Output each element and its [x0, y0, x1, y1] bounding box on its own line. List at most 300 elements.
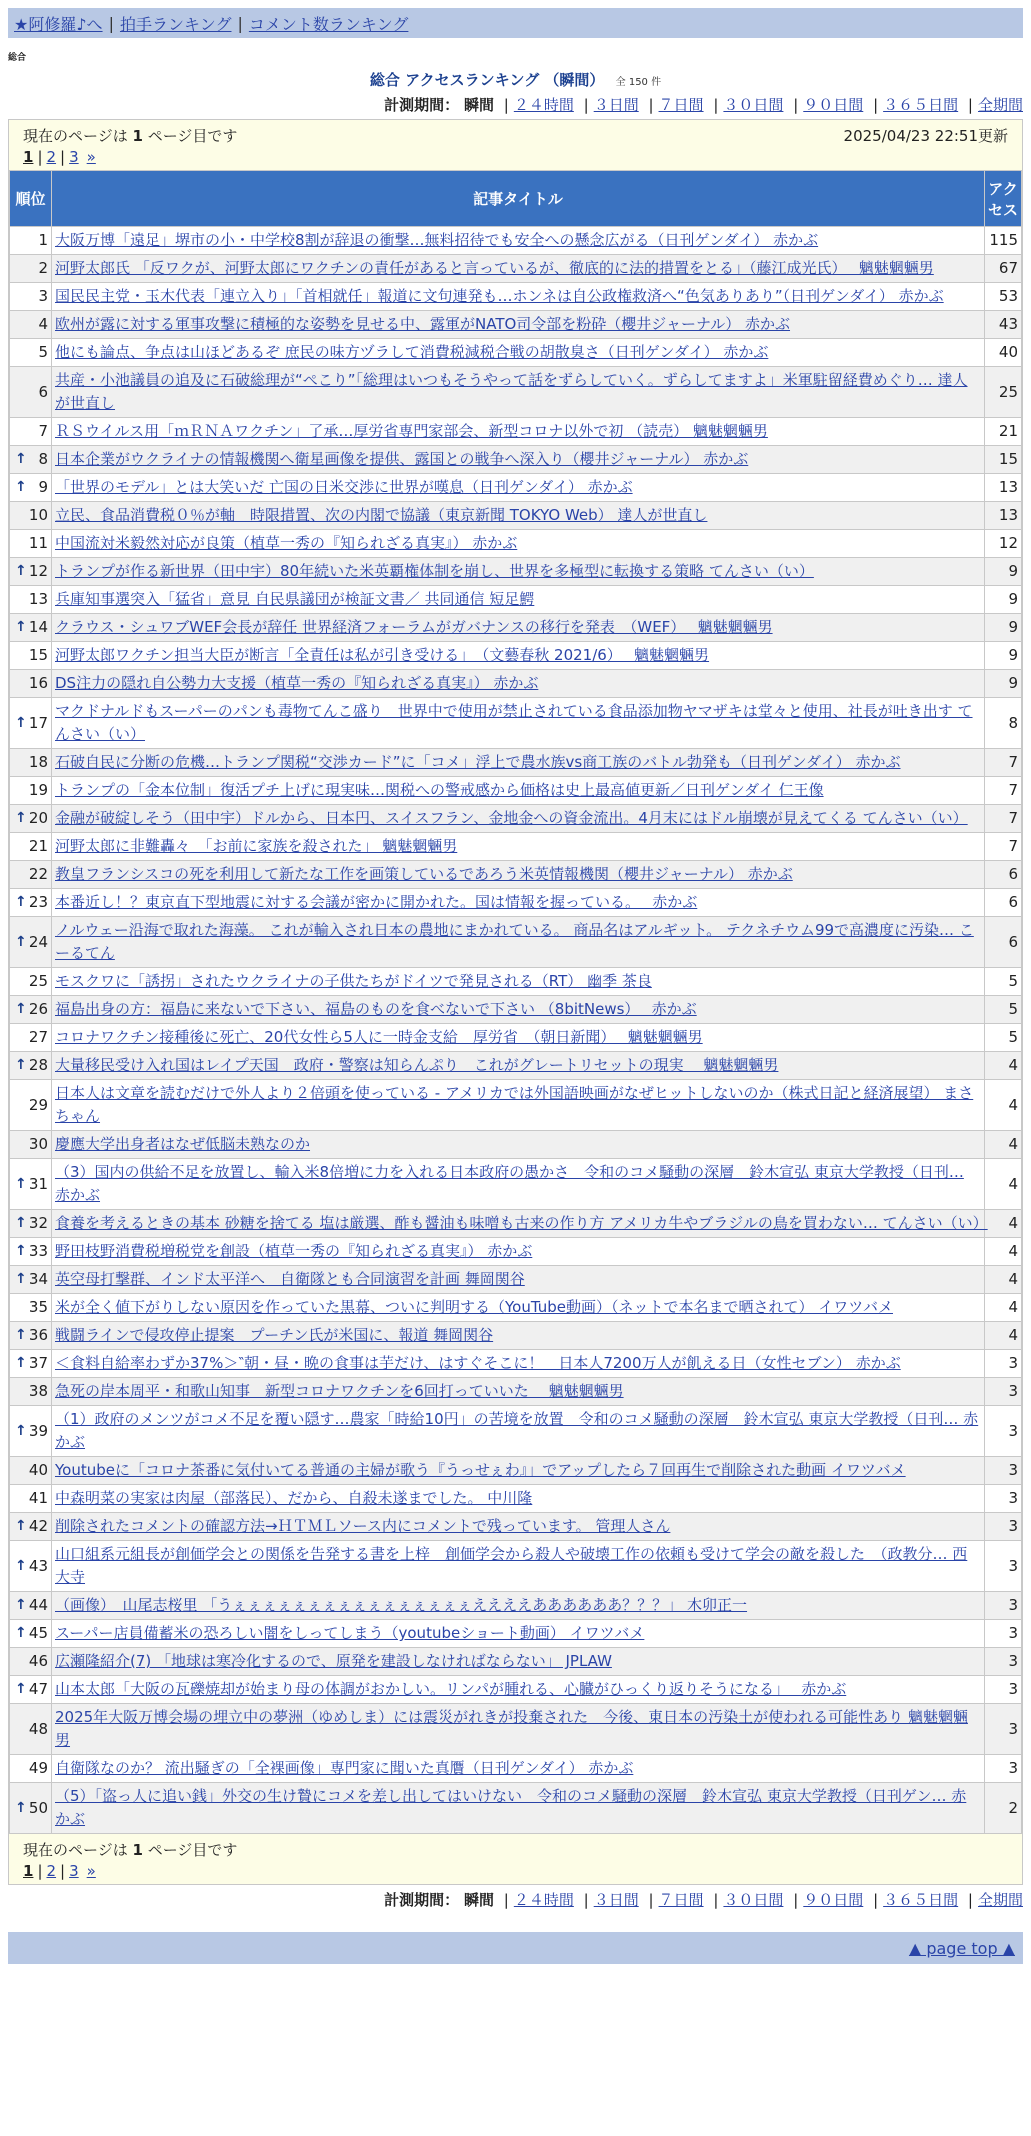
rank-cell [10, 1676, 52, 1704]
home-link[interactable]: ★阿修羅♪へ [14, 14, 103, 34]
title-cell [52, 1648, 985, 1676]
rank-cell [10, 474, 52, 502]
article-link[interactable]: 大量移民受け入れ国はレイプ天国 政府・警察は知らんぷり これがグレートリセットの現実 魑魅魍魎男 [55, 1056, 779, 1074]
up-arrow-icon: ↑ [15, 1243, 27, 1259]
table-row [10, 339, 1022, 367]
rank-number: 33 [28, 1242, 48, 1260]
page [0, 8, 1031, 1964]
rank-cell [10, 446, 52, 474]
article-link[interactable]: 河野太郎ワクチン担当大臣が断言「全責任は私が引き受ける」 （文藝春秋 2021/6） 魑魅魍魎男 [55, 646, 710, 664]
period-label: 計測期間： [384, 1891, 460, 1909]
article-link[interactable]: 戦闘ラインで侵攻停止提案 プーチン氏が米国に、報道 舞岡関谷 [55, 1326, 494, 1344]
table-row [10, 474, 1022, 502]
access-count: 9 [985, 670, 1022, 698]
rank-cell [10, 1755, 52, 1783]
article-link[interactable]: ノルウェー沿海で取れた海藻。 これが輸入され日本の農地にまかれている。 商品名はアルギット。 テクネチウム99で高濃度に汚染… こーるてん [55, 921, 974, 962]
rank-cell [10, 418, 52, 446]
rank-cell [10, 1485, 52, 1513]
table-row [10, 1052, 1022, 1080]
title-cell [52, 1294, 985, 1322]
rank-number: 5 [38, 343, 48, 361]
table-row [10, 1238, 1022, 1266]
table-row [10, 1648, 1022, 1676]
table-row [10, 530, 1022, 558]
up-arrow-icon: ↑ [15, 1557, 27, 1574]
table-row [10, 1159, 1022, 1210]
up-arrow-icon: ↑ [15, 1175, 27, 1192]
article-link[interactable]: 中国流対米毅然対応が良策（植草一秀の『知られざる真実』） 赤かぶ [55, 534, 518, 552]
article-link[interactable]: 2025年大阪万博会場の埋立中の夢洲（ゆめしま）には震災がれきが投棄された 今後、東日本の汚染土が使われる可能性あり 魑魅魍魎男 [55, 1708, 968, 1749]
article-link[interactable]: ＜食料自給率わずか37%＞‶朝・昼・晩の食事は芋だけ、はすぐそこに！ 日本人7200万人が飢える日（女性セブン） 赤かぶ [55, 1354, 901, 1372]
access-count: 3 [985, 1541, 1022, 1592]
nav-separator: | [237, 13, 243, 33]
period-3d[interactable]: ３日間 [593, 96, 639, 114]
rank-number: 31 [28, 1174, 48, 1193]
period-selector-top: 計測期間： 瞬間 | ２４時間 | ３日間 | ７日間 | ３０日間 | ９０日間 | ３６５日間 | 全期間 [384, 96, 1023, 114]
rank-number: 47 [28, 1680, 48, 1698]
rank-cell [10, 917, 52, 968]
page-status: 現在のページは 1 ページ目です [23, 1840, 238, 1859]
title-cell [52, 502, 985, 530]
title-cell [52, 1704, 985, 1755]
rank-number: 41 [28, 1489, 48, 1507]
rank-cell [10, 255, 52, 283]
title-cell [52, 1755, 985, 1783]
table-row [10, 1783, 1022, 1834]
title-cell [52, 861, 985, 889]
article-link[interactable]: 欧州が露に対する軍事攻撃に積極的な姿勢を見せる中、露軍がNATO司令部を粉砕（櫻井ジャーナル） 赤かぶ [55, 315, 791, 333]
title-cell [52, 530, 985, 558]
access-count: 6 [985, 889, 1022, 917]
comment-ranking-link[interactable]: コメント数ランキング [248, 14, 409, 34]
rank-cell [10, 996, 52, 1024]
access-count: 4 [985, 1210, 1022, 1238]
period-3d[interactable]: ３日間 [593, 1891, 639, 1909]
access-count: 3 [985, 1676, 1022, 1704]
rank-number: 48 [28, 1719, 48, 1738]
rank-cell [10, 861, 52, 889]
table-row [10, 917, 1022, 968]
article-link[interactable]: 福島出身の方：福島に来ないで下さい、福島のものを食べないで下さい （8bitNews） 赤かぶ [55, 1000, 697, 1018]
rank-number: 17 [28, 713, 48, 732]
article-link[interactable]: 金融が破綻しそう（田中宇）ドルから、日本円、スイスフラン、金地金への資金流出。4月末にはドル崩壊が見えてくる てんさい（い） [55, 809, 968, 827]
access-count: 7 [985, 833, 1022, 861]
title-cell [52, 1485, 985, 1513]
rank-cell [10, 283, 52, 311]
title-cell [52, 1513, 985, 1541]
page-status-row-bottom [23, 1838, 1008, 1860]
rank-number: 44 [28, 1596, 48, 1614]
period-24h[interactable]: ２４時間 [513, 96, 574, 114]
rank-cell [10, 558, 52, 586]
title-cell [52, 339, 985, 367]
article-link[interactable]: 河野太郎氏 「反ワクが、河野太郎にワクチンの責任があると言っているが、徹底的に法的措置をとる」（藤江成光氏） 魑魅魍魎男 [55, 259, 934, 277]
table-header-row [10, 171, 1022, 227]
article-link[interactable]: 慶應大学出身者はなぜ低脳未熟なのか [55, 1135, 311, 1153]
rank-cell [10, 1210, 52, 1238]
access-count: 4 [985, 1080, 1022, 1131]
title-cell [52, 642, 985, 670]
rank-number: 45 [28, 1624, 48, 1642]
title-cell [52, 968, 985, 996]
table-row [10, 1322, 1022, 1350]
rank-cell [10, 833, 52, 861]
up-arrow-icon: ↑ [15, 1355, 27, 1371]
period-24h[interactable]: ２４時間 [513, 1891, 574, 1909]
access-count: 3 [985, 1704, 1022, 1755]
updated-timestamp: 2025/04/23 22:51更新 [843, 126, 1008, 145]
title-cell [52, 1210, 988, 1238]
access-count: 13 [985, 474, 1022, 502]
rank-cell [10, 805, 52, 833]
article-link[interactable]: 日本人は文章を読むだけで外人より２倍頭を使っている - アメリカでは外国語映画がなぜヒットしないのか（株式日記と経済展望） まさちゃん [55, 1084, 974, 1125]
rank-cell [10, 889, 52, 917]
up-arrow-icon: ↑ [15, 1001, 27, 1017]
title-cell [52, 614, 985, 642]
article-link[interactable]: 英空母打撃群、インド太平洋へ 自衛隊とも合同演習を計画 舞岡関谷 [55, 1270, 525, 1288]
table-row [10, 227, 1022, 255]
ranking-table [9, 170, 1022, 1834]
header-access: アクセス [985, 171, 1022, 227]
up-arrow-icon: ↑ [15, 1681, 27, 1697]
period-label: 計測期間： [384, 96, 460, 114]
pager-bottom: 1 | 2 | 3 » [23, 1862, 96, 1880]
ranking-title-row [8, 69, 1023, 90]
access-count: 40 [985, 339, 1022, 367]
article-link[interactable]: コロナワクチン接種後に死亡、20代女性ら5人に一時金支給 厚労省 （朝日新聞） 魑魅魍魎男 [55, 1028, 703, 1046]
rank-number: 4 [38, 315, 48, 333]
title-cell [52, 670, 985, 698]
pager-next[interactable]: » [86, 148, 96, 166]
rank-cell [10, 698, 52, 749]
up-arrow-icon: ↑ [15, 451, 27, 467]
rank-number: 12 [28, 562, 48, 580]
access-count: 6 [985, 861, 1022, 889]
table-row [10, 642, 1022, 670]
access-count: 43 [985, 311, 1022, 339]
access-count: 3 [985, 1457, 1022, 1485]
table-row [10, 1676, 1022, 1704]
rank-number: 14 [28, 618, 48, 636]
header-rank: 順位 [10, 171, 52, 227]
up-arrow-icon: ↑ [15, 810, 27, 826]
article-link[interactable]: 立民、食品消費税０％が軸 時限措置、次の内閣で協議（東京新聞 TOKYO Web） 達人が世直し [55, 506, 708, 524]
up-arrow-icon: ↑ [15, 479, 27, 495]
table-row [10, 805, 1022, 833]
period-90d[interactable]: ９０日間 [803, 96, 864, 114]
bottom-bar [8, 1932, 1023, 1964]
rank-number: 22 [28, 865, 48, 883]
title-cell [52, 777, 985, 805]
article-link[interactable]: 共産・小池議員の追及に石破総理が“ぺこり”「総理はいつもそうやって話をずらしていく。ずらしてますよ」米軍駐留経費めぐり… 達人が世直し [55, 371, 968, 412]
article-link[interactable]: 大阪万博「遠足」堺市の小・中学校8割が辞退の衝撃…無料招待でも安全への懸念広がる（日刊ゲンダイ） 赤かぶ [55, 231, 819, 249]
title-cell [52, 1080, 985, 1131]
rank-cell [10, 1378, 52, 1406]
access-count: 4 [985, 1159, 1022, 1210]
access-count: 3 [985, 1485, 1022, 1513]
access-count: 9 [985, 642, 1022, 670]
rank-number: 20 [28, 809, 48, 827]
period-7d[interactable]: ７日間 [658, 96, 704, 114]
top-nav-bar [8, 8, 1023, 38]
access-count: 67 [985, 255, 1022, 283]
access-count: 13 [985, 502, 1022, 530]
article-link[interactable]: 「世界のモデル」とは大笑いだ 亡国の日米交渉に世界が嘆息（日刊ゲンダイ） 赤かぶ [55, 478, 633, 496]
table-row [10, 1266, 1022, 1294]
rank-cell [10, 586, 52, 614]
access-count: 5 [985, 1024, 1022, 1052]
access-count: 25 [985, 367, 1022, 418]
access-count: 15 [985, 446, 1022, 474]
access-count: 4 [985, 1052, 1022, 1080]
rank-number: 21 [28, 837, 48, 855]
title-cell [52, 749, 985, 777]
access-count: 115 [985, 227, 1022, 255]
article-link[interactable]: 教皇フランシスコの死を利用して新たな工作を画策しているであろう米英情報機関（櫻井ジャーナル） 赤かぶ [55, 865, 793, 883]
table-row [10, 367, 1022, 418]
period-current: 瞬間 [463, 96, 494, 114]
title-cell [52, 1783, 985, 1834]
table-row [10, 558, 1022, 586]
access-count: 3 [985, 1620, 1022, 1648]
up-arrow-icon: ↑ [15, 1271, 27, 1287]
rank-cell [10, 1513, 52, 1541]
table-row [10, 1378, 1022, 1406]
article-link[interactable]: 食養を考えるときの基本 砂糖を捨てる 塩は厳選、酢も醤油も味噌も古来の作り方 アメリカ牛やブラジルの鳥を買わない… てんさい（い） [55, 1214, 988, 1232]
table-row [10, 1131, 1022, 1159]
article-link[interactable]: 広瀬隆紹介(7) 「地球は寒冷化するので、原発を建設しなければならない」 JPLAW [55, 1652, 612, 1670]
table-row [10, 889, 1022, 917]
up-arrow-icon: ↑ [15, 1518, 27, 1534]
article-link[interactable]: （3）国内の供給不足を放置し、輸入米8倍増に力を入れる日本政府の愚かさ 令和のコメ騒動の深層 鈴木宣弘 東京大学教授（日刊… 赤かぶ [55, 1163, 964, 1204]
rank-number: 50 [28, 1798, 48, 1817]
access-count: 7 [985, 749, 1022, 777]
title-cell [52, 1024, 985, 1052]
ranking-table-body [10, 227, 1022, 1834]
article-link[interactable]: 河野太郎に非難轟々 「お前に家族を殺された」 魑魅魍魎男 [55, 837, 458, 855]
rank-cell [10, 1592, 52, 1620]
title-cell [52, 418, 985, 446]
article-link[interactable]: スーパー店員備蓄米の恐ろしい闇をしってしまう（youtubeショート動画） イワツバメ [55, 1624, 645, 1642]
title-cell [52, 889, 985, 917]
pager-current: 1 [23, 148, 34, 166]
title-cell [52, 996, 985, 1024]
article-link[interactable]: （5）「盗っ人に追い銭」外交の生け贄にコメを差し出してはいけない 令和のコメ騒動の深層 鈴木宣弘 東京大学教授（日刊ゲン… 赤かぶ [55, 1787, 967, 1828]
rank-cell [10, 1024, 52, 1052]
applause-ranking-link[interactable]: 拍手ランキング [119, 14, 232, 34]
article-link[interactable]: 野田枝野消費税増税党を創設（植草一秀の『知られざる真実』） 赤かぶ [55, 1242, 533, 1260]
access-count: 5 [985, 968, 1022, 996]
pager-next[interactable]: » [86, 1862, 96, 1880]
period-7d[interactable]: ７日間 [658, 1891, 704, 1909]
table-row [10, 1294, 1022, 1322]
access-count: 4 [985, 1322, 1022, 1350]
title-cell [52, 255, 985, 283]
rank-number: 26 [28, 1000, 48, 1018]
section-label: 総合 [8, 53, 27, 63]
title-cell [52, 227, 985, 255]
period-30d[interactable]: ３０日間 [723, 1891, 784, 1909]
rank-number: 38 [28, 1382, 48, 1400]
access-count: 9 [985, 586, 1022, 614]
article-link[interactable]: トランプが作る新世界（田中宇）80年続いた米英覇権体制を崩し、世界を多極型に転換する策略 てんさい（い） [55, 562, 814, 580]
article-link[interactable]: 山口組系元組長が創価学会との関係を告発する書を上梓 創価学会から殺人や破壊工作の依頼も受けて学会の敵を殺した （政教分… 西大寺 [55, 1545, 968, 1586]
title-cell [52, 1620, 985, 1648]
access-count: 3 [985, 1513, 1022, 1541]
up-arrow-icon: ↑ [15, 563, 27, 579]
access-count: 4 [985, 1131, 1022, 1159]
current-page-number: 1 [132, 126, 143, 145]
table-row [10, 255, 1022, 283]
up-arrow-icon: ↑ [15, 1327, 27, 1343]
up-arrow-icon: ↑ [15, 933, 27, 950]
table-row [10, 586, 1022, 614]
article-link[interactable]: マクドナルドもスーパーのパンも毒物てんこ盛り 世界中で使用が禁止されている食品添加物ヤマザキは堂々と使用、社長が吐き出す てんさい（い） [55, 702, 973, 743]
pager-current: 1 [23, 1862, 34, 1880]
table-row [10, 996, 1022, 1024]
rank-number: 43 [28, 1556, 48, 1575]
title-cell [52, 1266, 985, 1294]
rank-cell [10, 1080, 52, 1131]
rank-number: 34 [28, 1270, 48, 1288]
period-90d[interactable]: ９０日間 [803, 1891, 864, 1909]
pager-top: 1 | 2 | 3 » [23, 148, 96, 166]
period-all[interactable]: 全期間 [977, 96, 1023, 114]
title-cell [52, 1541, 985, 1592]
rank-number: 9 [38, 478, 48, 496]
table-row [10, 283, 1022, 311]
rank-number: 28 [28, 1056, 48, 1074]
access-count: 8 [985, 698, 1022, 749]
up-arrow-icon: ↑ [15, 1597, 27, 1613]
pager-page-3[interactable]: 3 [69, 148, 79, 166]
rank-cell [10, 1266, 52, 1294]
access-count: 5 [985, 996, 1022, 1024]
rank-cell [10, 614, 52, 642]
period-365d[interactable]: ３６５日間 [883, 1891, 959, 1909]
title-cell [52, 283, 985, 311]
page-top-link[interactable]: ▲ page top ▲ [908, 1938, 1015, 1958]
article-link[interactable]: 兵庫知事選突入「猛省」意見 自民県議団が検証文書／ 共同通信 短足鰐 [55, 590, 535, 608]
article-link[interactable]: DS注力の隠れ自公勢力大支援（植草一秀の『知られざる真実』） 赤かぶ [55, 674, 539, 692]
access-count: 9 [985, 614, 1022, 642]
title-cell [52, 698, 985, 749]
rank-cell [10, 311, 52, 339]
access-count: 3 [985, 1378, 1022, 1406]
title-cell [52, 805, 985, 833]
page-status: 現在のページは 1 ページ目です [23, 126, 238, 145]
period-current: 瞬間 [463, 1891, 494, 1909]
table-row [10, 833, 1022, 861]
article-link[interactable]: 米が全く値下がりしない原因を作っていた黒幕、ついに判明する（YouTube動画）（ネットで本名まで晒されて） イワツバメ [55, 1298, 893, 1316]
pager-page-2[interactable]: 2 [46, 1862, 57, 1880]
rank-number: 40 [28, 1461, 48, 1479]
ranking-container [8, 119, 1023, 1885]
article-link[interactable]: クラウス・シュワブWEF会長が辞任 世界経済フォーラムがガバナンスの移行を発表 （WEF） 魑魅魍魎男 [55, 618, 773, 636]
article-link[interactable]: （画像） 山尾志桜里 「うぇぇぇぇぇぇぇぇぇぇぇぇぇぇぇぇええええああああああ？？？」 木卯正一 [55, 1596, 748, 1614]
title-cell [52, 311, 985, 339]
rank-number: 30 [28, 1135, 48, 1153]
article-link[interactable]: 他にも論点、争点は山ほどあるぞ 庶民の味方ヅラして消費税減税合戦の胡散臭さ（日刊ゲンダイ） 赤かぶ [55, 343, 769, 361]
article-link[interactable]: 急死の岸本周平・和歌山知事 新型コロナワクチンを6回打っていいた 魑魅魍魎男 [55, 1382, 624, 1400]
nav-separator: | [108, 13, 114, 33]
ranking-count: 全 150 件 [615, 77, 662, 88]
rank-number: 8 [38, 450, 48, 468]
article-link[interactable]: 本番近し！？東京直下型地震に対する会議が密かに開かれた。国は情報を握っている。 赤かぶ [55, 893, 698, 911]
table-row [10, 1704, 1022, 1755]
table-row [10, 777, 1022, 805]
up-arrow-icon: ↑ [15, 1799, 27, 1816]
rank-cell [10, 777, 52, 805]
article-link[interactable]: 国民民主党・玉木代表「連立入り」「首相就任」報道に文句連発も…ホンネは自公政権救済へ“色気ありあり”（日刊ゲンダイ） 赤かぶ [55, 287, 944, 305]
rank-number: 7 [38, 422, 48, 440]
period-all[interactable]: 全期間 [977, 1891, 1023, 1909]
article-link[interactable]: 石破自民に分断の危機…トランプ関税“交渉カード”に「コメ」浮上で農水族vs商工族のバトル勃発も（日刊ゲンダイ） 赤かぶ [55, 753, 901, 771]
title-cell [52, 1592, 985, 1620]
table-row [10, 698, 1022, 749]
access-count: 3 [985, 1648, 1022, 1676]
pager-page-2[interactable]: 2 [46, 148, 57, 166]
table-row [10, 1210, 1022, 1238]
article-link[interactable]: Youtubeに「コロナ茶番に気付いてる普通の主婦が歌う『うっせぇわ』」でアップしたら７回再生で削除された動画 イワツバメ [55, 1461, 906, 1479]
title-cell [52, 917, 985, 968]
title-cell [52, 1131, 985, 1159]
title-cell [52, 1322, 985, 1350]
table-row [10, 1485, 1022, 1513]
table-row [10, 446, 1022, 474]
table-row [10, 311, 1022, 339]
table-row [10, 1080, 1022, 1131]
rank-cell [10, 670, 52, 698]
table-row [10, 861, 1022, 889]
up-arrow-icon: ↑ [15, 894, 27, 910]
article-link[interactable]: 自衛隊なのか？ 流出騒ぎの「全裸画像」専門家に聞いた真贋（日刊ゲンダイ） 赤かぶ [55, 1759, 634, 1777]
rank-number: 32 [28, 1214, 48, 1232]
rank-number: 46 [28, 1652, 48, 1670]
rank-number: 35 [28, 1298, 48, 1316]
pager-page-3[interactable]: 3 [69, 1862, 79, 1880]
article-link[interactable]: 中森明菜の実家は肉屋（部落民）、だから、自殺未遂までした。 中川隆 [55, 1489, 533, 1507]
article-link[interactable]: 山本太郎「大阪の瓦礫焼却が始まり母の体調がおかしい。リンパが腫れる、心臓がひっくり返りそうになる」 赤かぶ [55, 1680, 847, 1698]
article-link[interactable]: 削除されたコメントの確認方法→ＨＴＭＬソース内にコメントで残っています。 管理人さん [55, 1517, 671, 1535]
article-link[interactable]: トランプの「金本位制」復活プチ上げに現実味…関税への警戒感から価格は史上最高値更新／日刊ゲンダイ 仁王像 [55, 781, 824, 799]
ranking-title: 総合 アクセスランキング （瞬間） [369, 71, 605, 89]
rank-cell [10, 1159, 52, 1210]
article-link[interactable]: （1）政府のメンツがコメ不足を覆い隠す…農家「時給10円」の苦境を放置 令和のコメ騒動の深層 鈴木宣弘 東京大学教授（日刊… 赤かぶ [55, 1410, 979, 1451]
article-link[interactable]: モスクワに「誘拐」されたウクライナの子供たちがドイツで発見される（RT） 幽季 茶良 [55, 972, 652, 990]
table-row [10, 1457, 1022, 1485]
period-365d[interactable]: ３６５日間 [883, 96, 959, 114]
rank-cell [10, 642, 52, 670]
access-count: 3 [985, 1755, 1022, 1783]
rank-cell [10, 1322, 52, 1350]
article-link[interactable]: 日本企業がウクライナの情報機関へ衛星画像を提供、露国との戦争へ深入り（櫻井ジャーナル） 赤かぶ [55, 450, 749, 468]
period-30d[interactable]: ３０日間 [723, 96, 784, 114]
period-selector-bottom: 計測期間： 瞬間 | ２４時間 | ３日間 | ７日間 | ３０日間 | ９０日間 | ３６５日間 | 全期間 [384, 1891, 1023, 1909]
title-cell [52, 586, 985, 614]
table-row [10, 1513, 1022, 1541]
rank-number: 1 [38, 231, 48, 249]
article-link[interactable]: ＲＳウイルス用「ｍＲＮＡワクチン」了承…厚労省専門家部会、新型コロナ以外で初 （読売） 魑魅魍魎男 [55, 422, 768, 440]
rank-cell [10, 968, 52, 996]
rank-number: 39 [28, 1421, 48, 1440]
title-cell [52, 474, 985, 502]
title-cell [52, 1350, 985, 1378]
access-count: 4 [985, 1266, 1022, 1294]
table-row [10, 1755, 1022, 1783]
title-cell [52, 833, 985, 861]
title-cell [52, 446, 985, 474]
